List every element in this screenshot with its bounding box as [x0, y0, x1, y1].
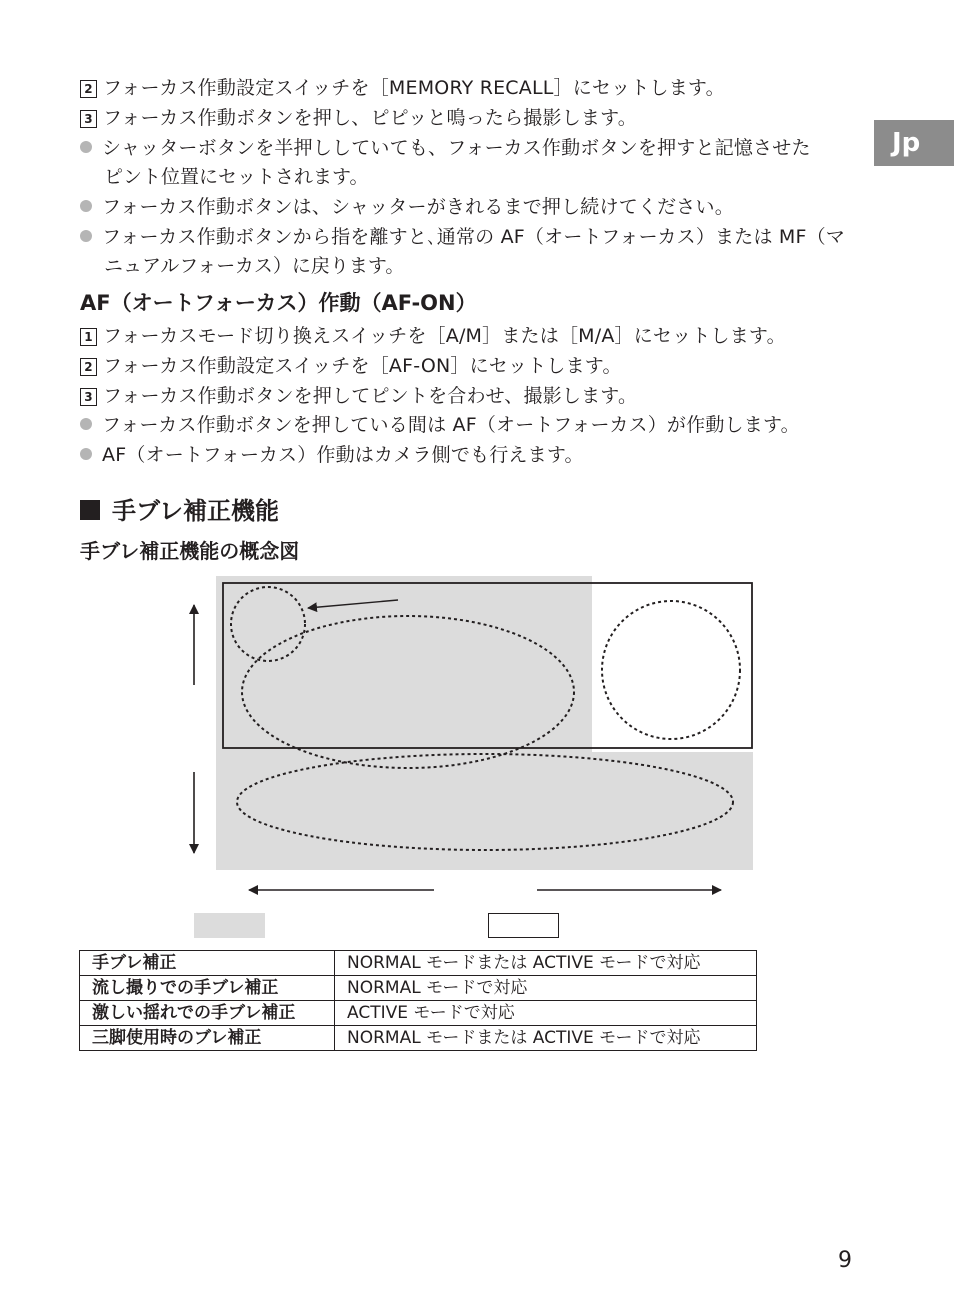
step-number-box: 3 [80, 110, 97, 128]
table-value: NORMAL モードで対応 [335, 976, 757, 1001]
right-dotted-circle [602, 601, 740, 739]
legend-gray-swatch [194, 913, 265, 938]
table-row [80, 1001, 757, 1026]
page-number: 9 [838, 1248, 852, 1273]
table-key: 手ブレ補正 [80, 951, 335, 976]
step-number-box: 2 [80, 358, 97, 376]
bullet-continuation: ニュアルフォーカス）に戻ります。 [104, 255, 405, 277]
bullet-text: シャッターボタンを半押ししていても、フォーカス作動ボタンを押すと記憶させた [102, 137, 811, 159]
bullet-text: フォーカス作動ボタンから指を離すと､通常の AF（オートフォーカス）または MF（マ [102, 226, 845, 248]
step-number-box: 3 [80, 388, 97, 406]
bullet-text: フォーカス作動ボタンを押している間は AF（オートフォーカス）が作動します。 [102, 414, 800, 436]
table-key: 激しい揺れでの手ブレ補正 [80, 1001, 335, 1026]
table-value: NORMAL モードまたは ACTIVE モードで対応 [335, 951, 757, 976]
table-value: NORMAL モードまたは ACTIVE モードで対応 [335, 1026, 757, 1051]
section-title-text: 手ブレ補正機能 [112, 497, 280, 525]
step-text: フォーカス作動設定スイッチを［MEMORY RECALL］にセットします。 [103, 77, 725, 99]
step-number-box: 2 [80, 80, 97, 98]
table-row [80, 976, 757, 1001]
table-row [80, 951, 757, 976]
table-key: 流し撮りでの手ブレ補正 [80, 976, 335, 1001]
step-text: フォーカス作動設定スイッチを［AF-ON］にセットします。 [103, 355, 622, 377]
step-text: フォーカスモード切り換えスイッチを［A/M］または［M/A］にセットします。 [103, 325, 786, 347]
step-text: フォーカス作動ボタンを押し、ピピッと鳴ったら撮影します。 [103, 107, 637, 129]
table-value: ACTIVE モードで対応 [335, 1001, 757, 1026]
table-row [80, 1026, 757, 1051]
bullet-continuation: ピント位置にセットされます。 [104, 166, 369, 188]
vr-mode-table [79, 950, 757, 1051]
diagram-title: 手ブレ補正機能の概念図 [80, 539, 300, 563]
af-on-heading: AF（オートフォーカス）作動（AF-ON） [80, 291, 477, 315]
table-key: 三脚使用時のブレ補正 [80, 1026, 335, 1051]
bullet-text: AF（オートフォーカス）作動はカメラ側でも行えます。 [102, 444, 584, 466]
legend-white-swatch [488, 913, 559, 938]
bullet-text: フォーカス作動ボタンは、シャッターがきれるまで押し続けてください。 [102, 196, 734, 218]
step-text: フォーカス作動ボタンを押してピントを合わせ、撮影します。 [103, 385, 638, 407]
step-number-box: 1 [80, 328, 97, 346]
language-tab: Jp [874, 120, 954, 166]
shaded-area [216, 576, 753, 870]
